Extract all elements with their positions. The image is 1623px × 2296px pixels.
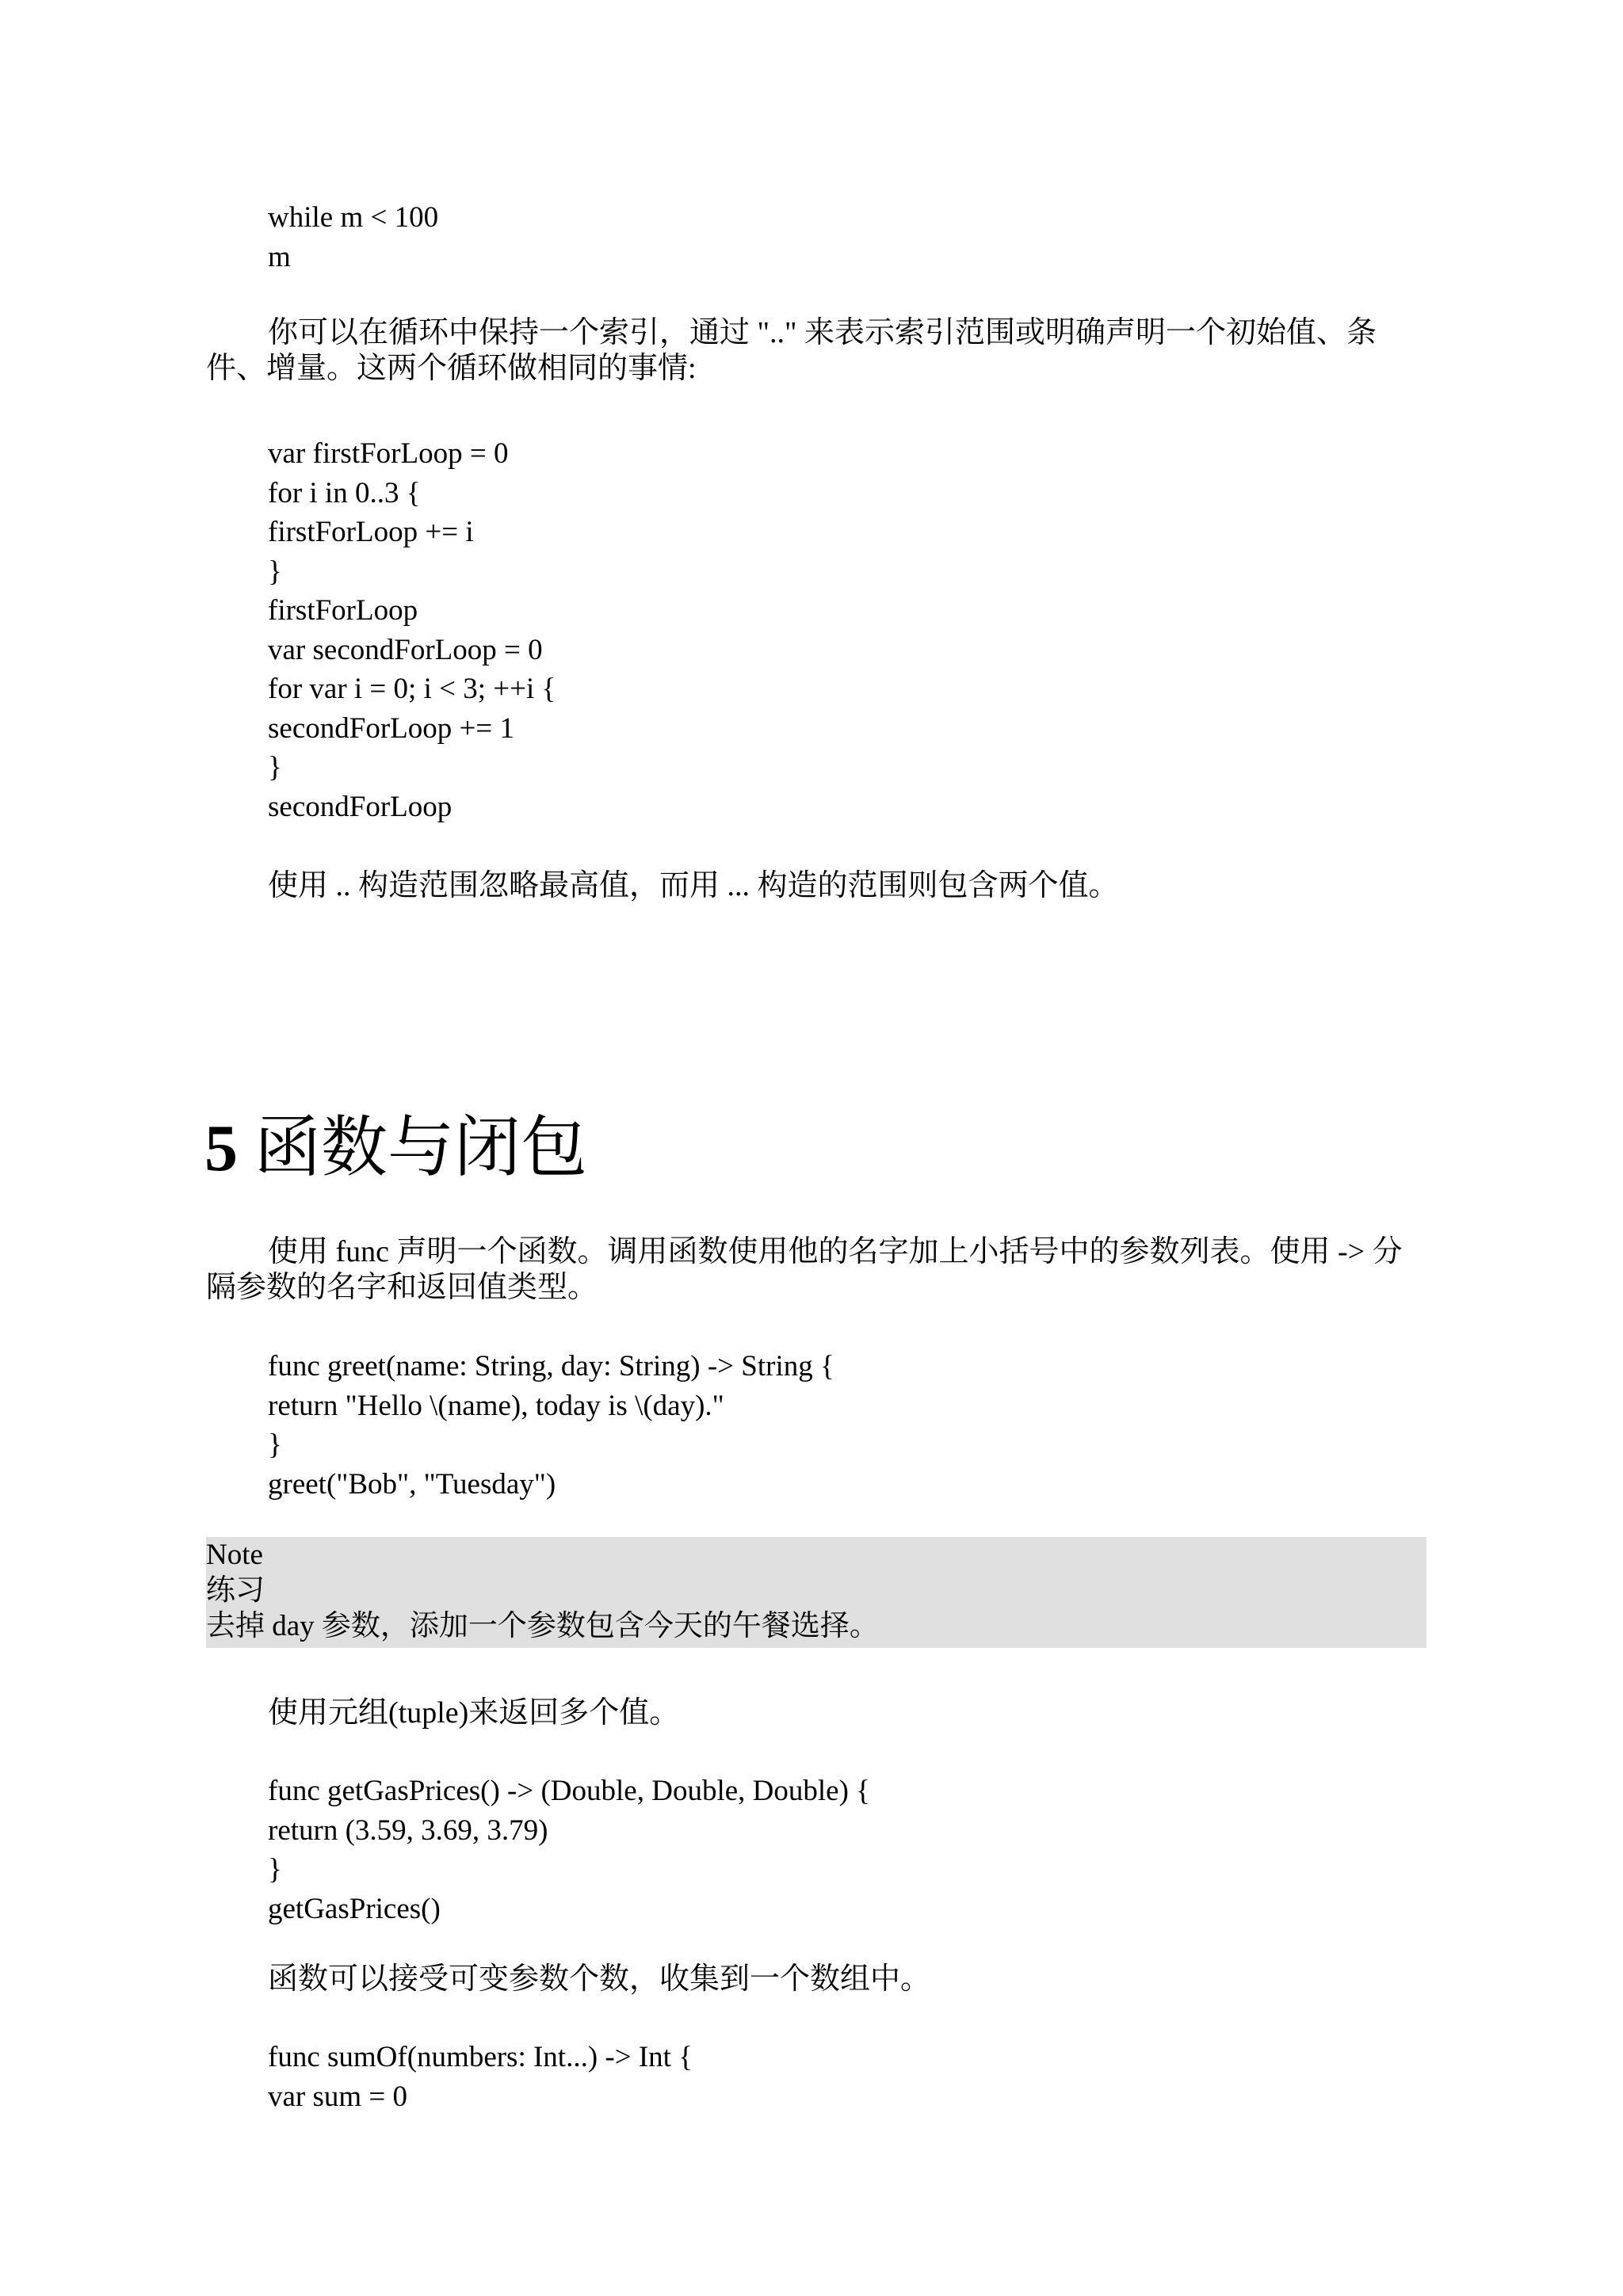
paragraph-tuple: 使用元组(tuple)来返回多个值。	[268, 1696, 680, 1730]
code-line: var secondForLoop = 0	[268, 633, 543, 666]
code-line: while m < 100	[268, 201, 439, 234]
code-line: func sumOf(numbers: Int...) -> Int {	[268, 2041, 693, 2073]
code-block-sum-of	[268, 2038, 693, 2116]
code-line: getGasPrices()	[268, 1892, 441, 1925]
section-title: 函数与闭包	[254, 1112, 588, 1185]
note-heading: 练习	[206, 1574, 265, 1607]
paragraph-variadic: 函数可以接受可变参数个数，收集到一个数组中。	[268, 1962, 931, 1996]
code-line: secondForLoop += 1	[268, 711, 514, 745]
code-line: }	[268, 751, 282, 784]
code-line: }	[268, 1428, 282, 1461]
code-line: secondForLoop	[268, 790, 453, 823]
paragraph-range: 使用 .. 构造范围忽略最高值，而用 ... 构造的范围则包含两个值。	[268, 869, 1119, 902]
code-line: var sum = 0	[268, 2080, 408, 2113]
code-line: for var i = 0; i < 3; ++i {	[268, 673, 556, 705]
note-label: Note	[206, 1539, 263, 1571]
code-line: firstForLoop	[268, 594, 418, 627]
code-block-gas-prices	[268, 1772, 870, 1928]
code-line: return (3.59, 3.69, 3.79)	[268, 1814, 548, 1847]
code-block-while	[268, 198, 438, 277]
paragraph-loop-intro: 你可以在循环中保持一个索引，通过 ".." 来表示索引范围或明确声明一个初始值、条件、增量。这两个循环做相同的事情:	[206, 316, 1377, 385]
code-line: return "Hello \(name), today is \(day)."	[268, 1389, 724, 1422]
code-line: func getGasPrices() -> (Double, Double, Double) {	[268, 1775, 870, 1807]
code-line: }	[268, 1853, 282, 1886]
code-line: }	[268, 555, 282, 588]
code-line: firstForLoop += i	[268, 516, 474, 548]
section-number: 5	[204, 1112, 238, 1185]
code-line: greet("Bob", "Tuesday")	[268, 1467, 556, 1501]
note-text: 去掉 day 参数，添加一个参数包含今天的午餐选择。	[206, 1610, 879, 1642]
note-box	[206, 1537, 1426, 1648]
code-line: var firstForLoop = 0	[268, 437, 509, 470]
paragraph-func-intro: 使用 func 声明一个函数。调用函数使用他的名字加上小括号中的参数列表。使用 -> 分隔参数的名字和返回值类型。	[206, 1235, 1403, 1304]
code-line: func greet(name: String, day: String) -> String {	[268, 1350, 834, 1383]
code-line: m	[268, 240, 291, 273]
section-heading	[204, 1109, 587, 1188]
code-line: for i in 0..3 {	[268, 476, 421, 509]
code-block-for-loops	[268, 434, 556, 826]
code-block-greet	[268, 1347, 834, 1504]
